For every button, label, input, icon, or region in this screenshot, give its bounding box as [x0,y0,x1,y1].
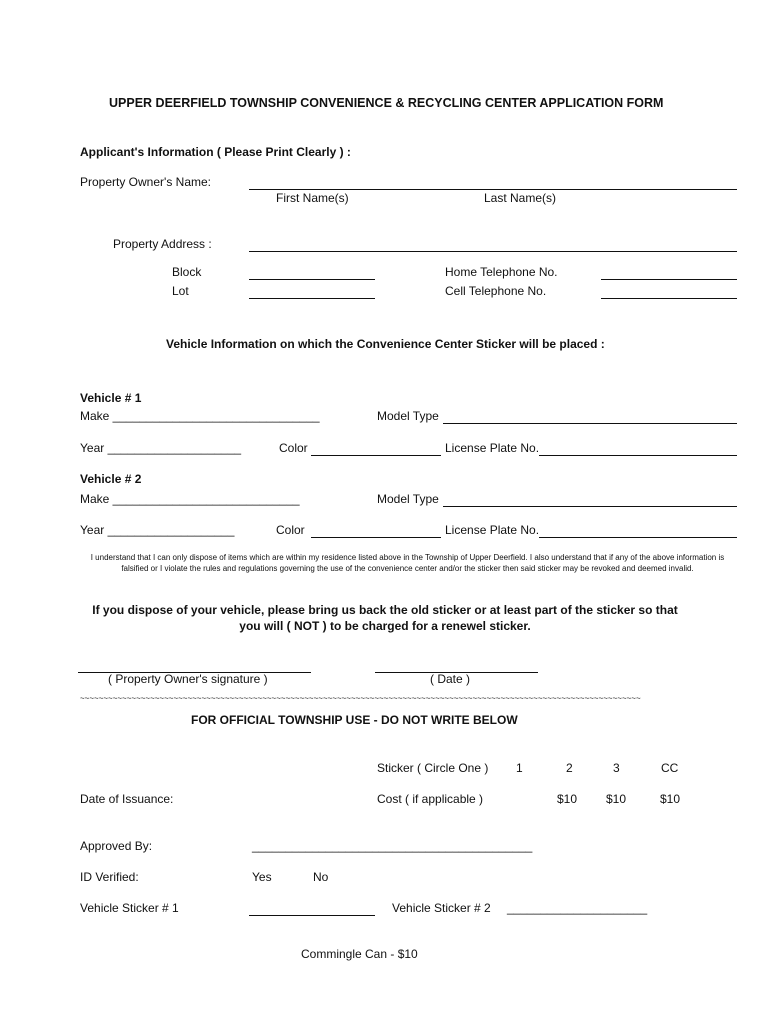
sticker2-label: Vehicle Sticker # 2 [392,901,491,915]
sticker1-field[interactable] [249,915,375,916]
notice-line-2: you will ( NOT ) to be charged for a renewel sticker. [239,619,531,633]
separator: ~~~~~~~~~~~~~~~~~~~~~~~~~~~~~~~~~~~~~~~~~~~~~~~~~~~~~~~~~~~~~~~~~~~~~~~~~~~~~~~~~~~~~~~~~~~~~~~~~~~~~~~~~~~~~~~~~~~~~~~~ [80,694,641,703]
sticker-option-2[interactable]: 2 [566,761,573,775]
address-field[interactable] [249,251,737,252]
sticker-label: Sticker ( Circle One ) [377,761,489,775]
date-issuance-label: Date of Issuance: [80,792,174,806]
cost-3: $10 [606,792,627,806]
cell-phone-field[interactable] [601,298,737,299]
first-name-label: First Name(s) [276,191,349,205]
vehicle1-heading: Vehicle # 1 [80,391,142,405]
page-title: UPPER DEERFIELD TOWNSHIP CONVENIENCE & RECYCLING CENTER APPLICATION FORM [109,96,664,110]
lot-field[interactable] [249,298,375,299]
vehicle1-model-label: Model Type [377,409,439,423]
sticker1-label: Vehicle Sticker # 1 [80,901,179,915]
owner-name-field[interactable] [249,189,737,190]
cost-label: Cost ( if applicable ) [377,792,484,806]
home-phone-field[interactable] [601,279,737,280]
vehicle2-plate-label: License Plate No. [445,523,540,537]
vehicle2-plate-field[interactable] [539,537,737,538]
sticker-option-3[interactable]: 3 [613,761,620,775]
last-name-label: Last Name(s) [484,191,557,205]
id-verified-yes[interactable]: Yes [252,870,272,884]
vehicle1-year[interactable]: Year ____________________ [80,441,242,455]
sticker-option-cc[interactable]: CC [661,761,679,775]
cost-cc: $10 [660,792,681,806]
home-phone-label: Home Telephone No. [445,265,558,279]
sticker2-field[interactable]: _____________________ [507,901,648,915]
vehicle2-color-field[interactable] [311,537,441,538]
id-verified-no[interactable]: No [313,870,329,884]
lot-label: Lot [172,284,189,298]
vehicle1-color-field[interactable] [311,455,441,456]
vehicle1-model-field[interactable] [443,423,737,424]
cost-2: $10 [557,792,578,806]
commingle-text: Commingle Can - $10 [301,947,418,961]
vehicle1-color-label: Color [279,441,308,455]
vehicle-heading: Vehicle Information on which the Convenience Center Sticker will be placed : [166,337,605,351]
approved-label: Approved By: [80,839,153,853]
vehicle1-plate-label: License Plate No. [445,441,540,455]
sticker-option-1[interactable]: 1 [516,761,523,775]
owner-name-label: Property Owner's Name: [80,175,211,189]
address-label: Property Address : [113,237,212,251]
vehicle2-year[interactable]: Year ___________________ [80,523,235,537]
signature-label: ( Property Owner's signature ) [108,672,268,686]
disclaimer-text: I understand that I can only dispose of items which are within my residence listed above in the Township of Upper Deerfield. I also understand that if any of the above information is falsified or I violate the rules and regulations governing the use of the convenience center and/or the sticker then said sticker may be revoked and deemed invalid. [90,553,725,573]
vehicle2-make[interactable]: Make ____________________________ [80,492,300,506]
date-label: ( Date ) [430,672,471,686]
vehicle1-make[interactable]: Make _______________________________ [80,409,320,423]
vehicle1-plate-field[interactable] [539,455,737,456]
cell-phone-label: Cell Telephone No. [445,284,547,298]
vehicle2-model-field[interactable] [443,506,737,507]
official-heading: FOR OFFICIAL TOWNSHIP USE - DO NOT WRITE BELOW [191,713,518,727]
block-label: Block [172,265,202,279]
notice-line-1: If you dispose of your vehicle, please bring us back the old sticker or at least part of the sticker so that [92,603,678,617]
applicant-heading: Applicant's Information ( Please Print Clearly ) : [80,145,351,159]
vehicle2-heading: Vehicle # 2 [80,472,142,486]
approved-field[interactable]: __________________________________________ [252,839,533,853]
id-verified-label: ID Verified: [80,870,139,884]
vehicle2-color-label: Color [276,523,305,537]
vehicle2-model-label: Model Type [377,492,439,506]
block-field[interactable] [249,279,375,280]
